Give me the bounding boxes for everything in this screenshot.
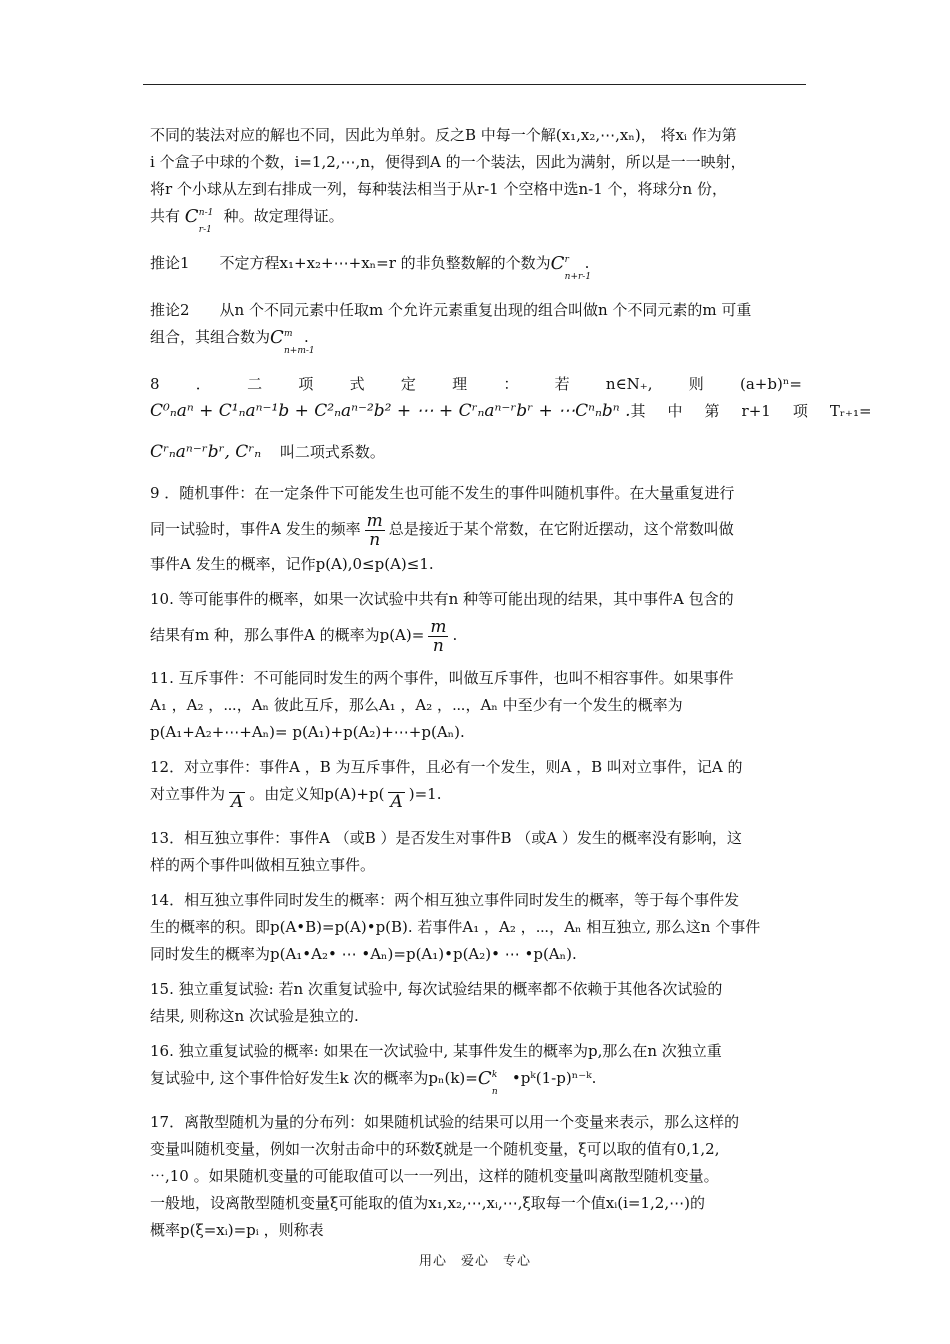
heading-word: (a+b)ⁿ= [740,375,802,393]
heading-word: 项 [792,402,808,420]
page-footer: 用心 爱心 专心 [418,1254,531,1269]
complement-A: A [231,792,244,812]
complement-A: A [390,792,403,812]
heading-word: 其 [630,402,646,420]
heading-word: 第 [704,402,720,420]
corollary-1: 推论1 不定方程x₁+x₂+⋯+xₙ=r 的非负整数解的个数为 C r n+r-1 . [150,250,802,277]
section-12-complementary: 12．对立事件：事件A ，B 为互斥事件，且必有一个发生，则A ，B 叫对立事件，记A 的 对立事件为 A 。由定义知p(A)+p( A )=1. [150,758,743,812]
fraction-m-over-n: $\frac{m}{n}$ [366,510,383,550]
combination-symbol: C m n+m-1 [270,327,315,356]
heading-word: 理 [452,375,468,393]
heading-word: 中 [667,402,683,420]
section-13-independent: 13．相互独立事件：事件A （或B ）是否发生对事件B （或A ）发生的概率没有影响，这 样的两个事件叫做相互独立事件。 [150,829,742,874]
section-10-equal-probability: 10. 等可能事件的概率，如果一次试验中共有n 种等可能出现的结果，其中事件A 包含的 结果有m 种，那么事件A 的概率为p(A)= $\frac{m}{n}$ . [150,590,734,656]
heading-word: ． [195,375,211,393]
heading-word: 二 [247,375,263,393]
header-rule [143,84,806,85]
document-body [150,122,872,1252]
heading-word: 若 [554,375,570,393]
combination-symbol: C k n [477,1068,498,1097]
binomial-expansion: C⁰ₙaⁿ + C¹ₙaⁿ⁻¹b + C²ₙaⁿ⁻²b² + ⋯ + Cʳₙaⁿ⁻ʳbʳ + ⋯Cⁿₙbⁿ . [150,401,631,421]
section-15-repeated-trials: 15. 独立重复试验: 若n 次重复试验中, 每次试验结果的概率都不依赖于其他各次试验的 结果, 则称这n 次试验是独立的. [150,980,723,1025]
fraction-m-over-n: $\frac{m}{n}$ [430,616,447,656]
heading-word: 则 [688,375,704,393]
section-17-discrete-distribution: 17．离散型随机为量的分布列：如果随机试验的结果可以用一个变量来表示，那么这样的 变量叫随机变量，例如一次射击命中的环数ξ就是一个随机变量，ξ可以取的值有0,1,2, ⋯,10 。如果随机变量的可能取值可以一一列出，这样的随机变量叫离散型随机变量。 一般地，设离散型随机变量ξ可能取的值为x₁,x₂,⋯,xᵢ,⋯,ξ取每一个值xᵢ(i=1,2,⋯)的 概率p(ξ=xᵢ)=pᵢ ，则称表 [150,1113,740,1239]
section-8-binomial-theorem: 8 ． 二 项 式 定 理 ： 若 n∈N₊, 则 (a+b)ⁿ= C⁰ₙaⁿ + C¹ₙaⁿ⁻¹b + C²ₙaⁿ⁻²b² + ⋯ + Cʳₙaⁿ⁻ʳbʳ + ⋯Cⁿₙbⁿ . 其 中 第 r+1 项 Tᵣ₊₁= Cʳₙaⁿ⁻ʳbʳ, Cʳₙ 叫二项式系数。 [150,371,802,472]
heading-word: Tᵣ₊₁= [829,402,872,420]
combination-symbol: C n-1 r-1 [184,206,214,235]
section-14-independent-probability: 14．相互独立事件同时发生的概率：两个相互独立事件同时发生的概率，等于每个事件发 生的概率的积。即p(A•B)=p(A)•p(B). 若事件A₁ ，A₂ ，⋯，Aₙ 相互独立, 那么这n 个事件 同时发生的概率为p(A₁•A₂• ⋯ •Aₙ)=p(A₁)•p(A₂)• ⋯ •p(Aₙ). [150,891,761,963]
paragraph-proof-end: 不同的装法对应的解也不同，因此为单射。反之B 中每一个解(x₁,x₂,⋯,xₙ)， 将xᵢ 作为第 i 个盒子中球的个数，i=1,2,⋯,n，便得到A 的一个装法，因此为满射，所以是一一映射， 将r 个小球从左到右排成一列，每种装法相当于从r-1 个空格中选n-1 个，将球分n 份， 共有 C n-1 r-1 种。故定理得证。 [150,126,746,235]
heading-word: ： [503,375,519,393]
heading-word: r+1 [741,402,771,420]
heading-word: 项 [298,375,314,393]
heading-word: 8 [150,375,160,393]
section-9-random-event: 9 ．随机事件：在一定条件下可能发生也可能不发生的事件叫随机事件。在大量重复进行 同一试验时，事件A 发生的频率 $\frac{m}{n}$ 总是接近于某个常数，在它附近摆动，这个常数叫做 事件A 发生的概率，记作p(A),0≤p(A)≤1. [150,484,735,573]
general-term: Cʳₙaⁿ⁻ʳbʳ, Cʳₙ [150,442,262,462]
section-16-repeated-probability: 16. 独立重复试验的概率: 如果在一次试验中, 某事件发生的概率为p,那么在n 次独立重 复试验中, 这个事件恰好发生k 次的概率为pₙ(k)= C k n •pᵏ(1-p)ⁿ⁻ᵏ. [150,1042,722,1097]
heading-word: 定 [400,375,416,393]
section-11-mutually-exclusive: 11. 互斥事件：不可能同时发生的两个事件，叫做互斥事件，也叫不相容事件。如果事件 A₁ ，A₂ ，⋯，Aₙ 彼此互斥，那么A₁ ，A₂ ，⋯，Aₙ 中至少有一个发生的概率为 p(A₁+A₂+⋯+Aₙ)= p(A₁)+p(A₂)+⋯+p(Aₙ). [150,669,734,741]
heading-word: n∈N₊, [605,375,653,393]
combination-symbol: C r n+r-1 [550,253,592,282]
corollary-2: 推论2 从n 个不同元素中任取m 个允许元素重复出现的组合叫做n 个不同元素的m 可重 组合，其组合数为 C m n+m-1 . [150,301,752,356]
heading-word: 式 [349,375,365,393]
